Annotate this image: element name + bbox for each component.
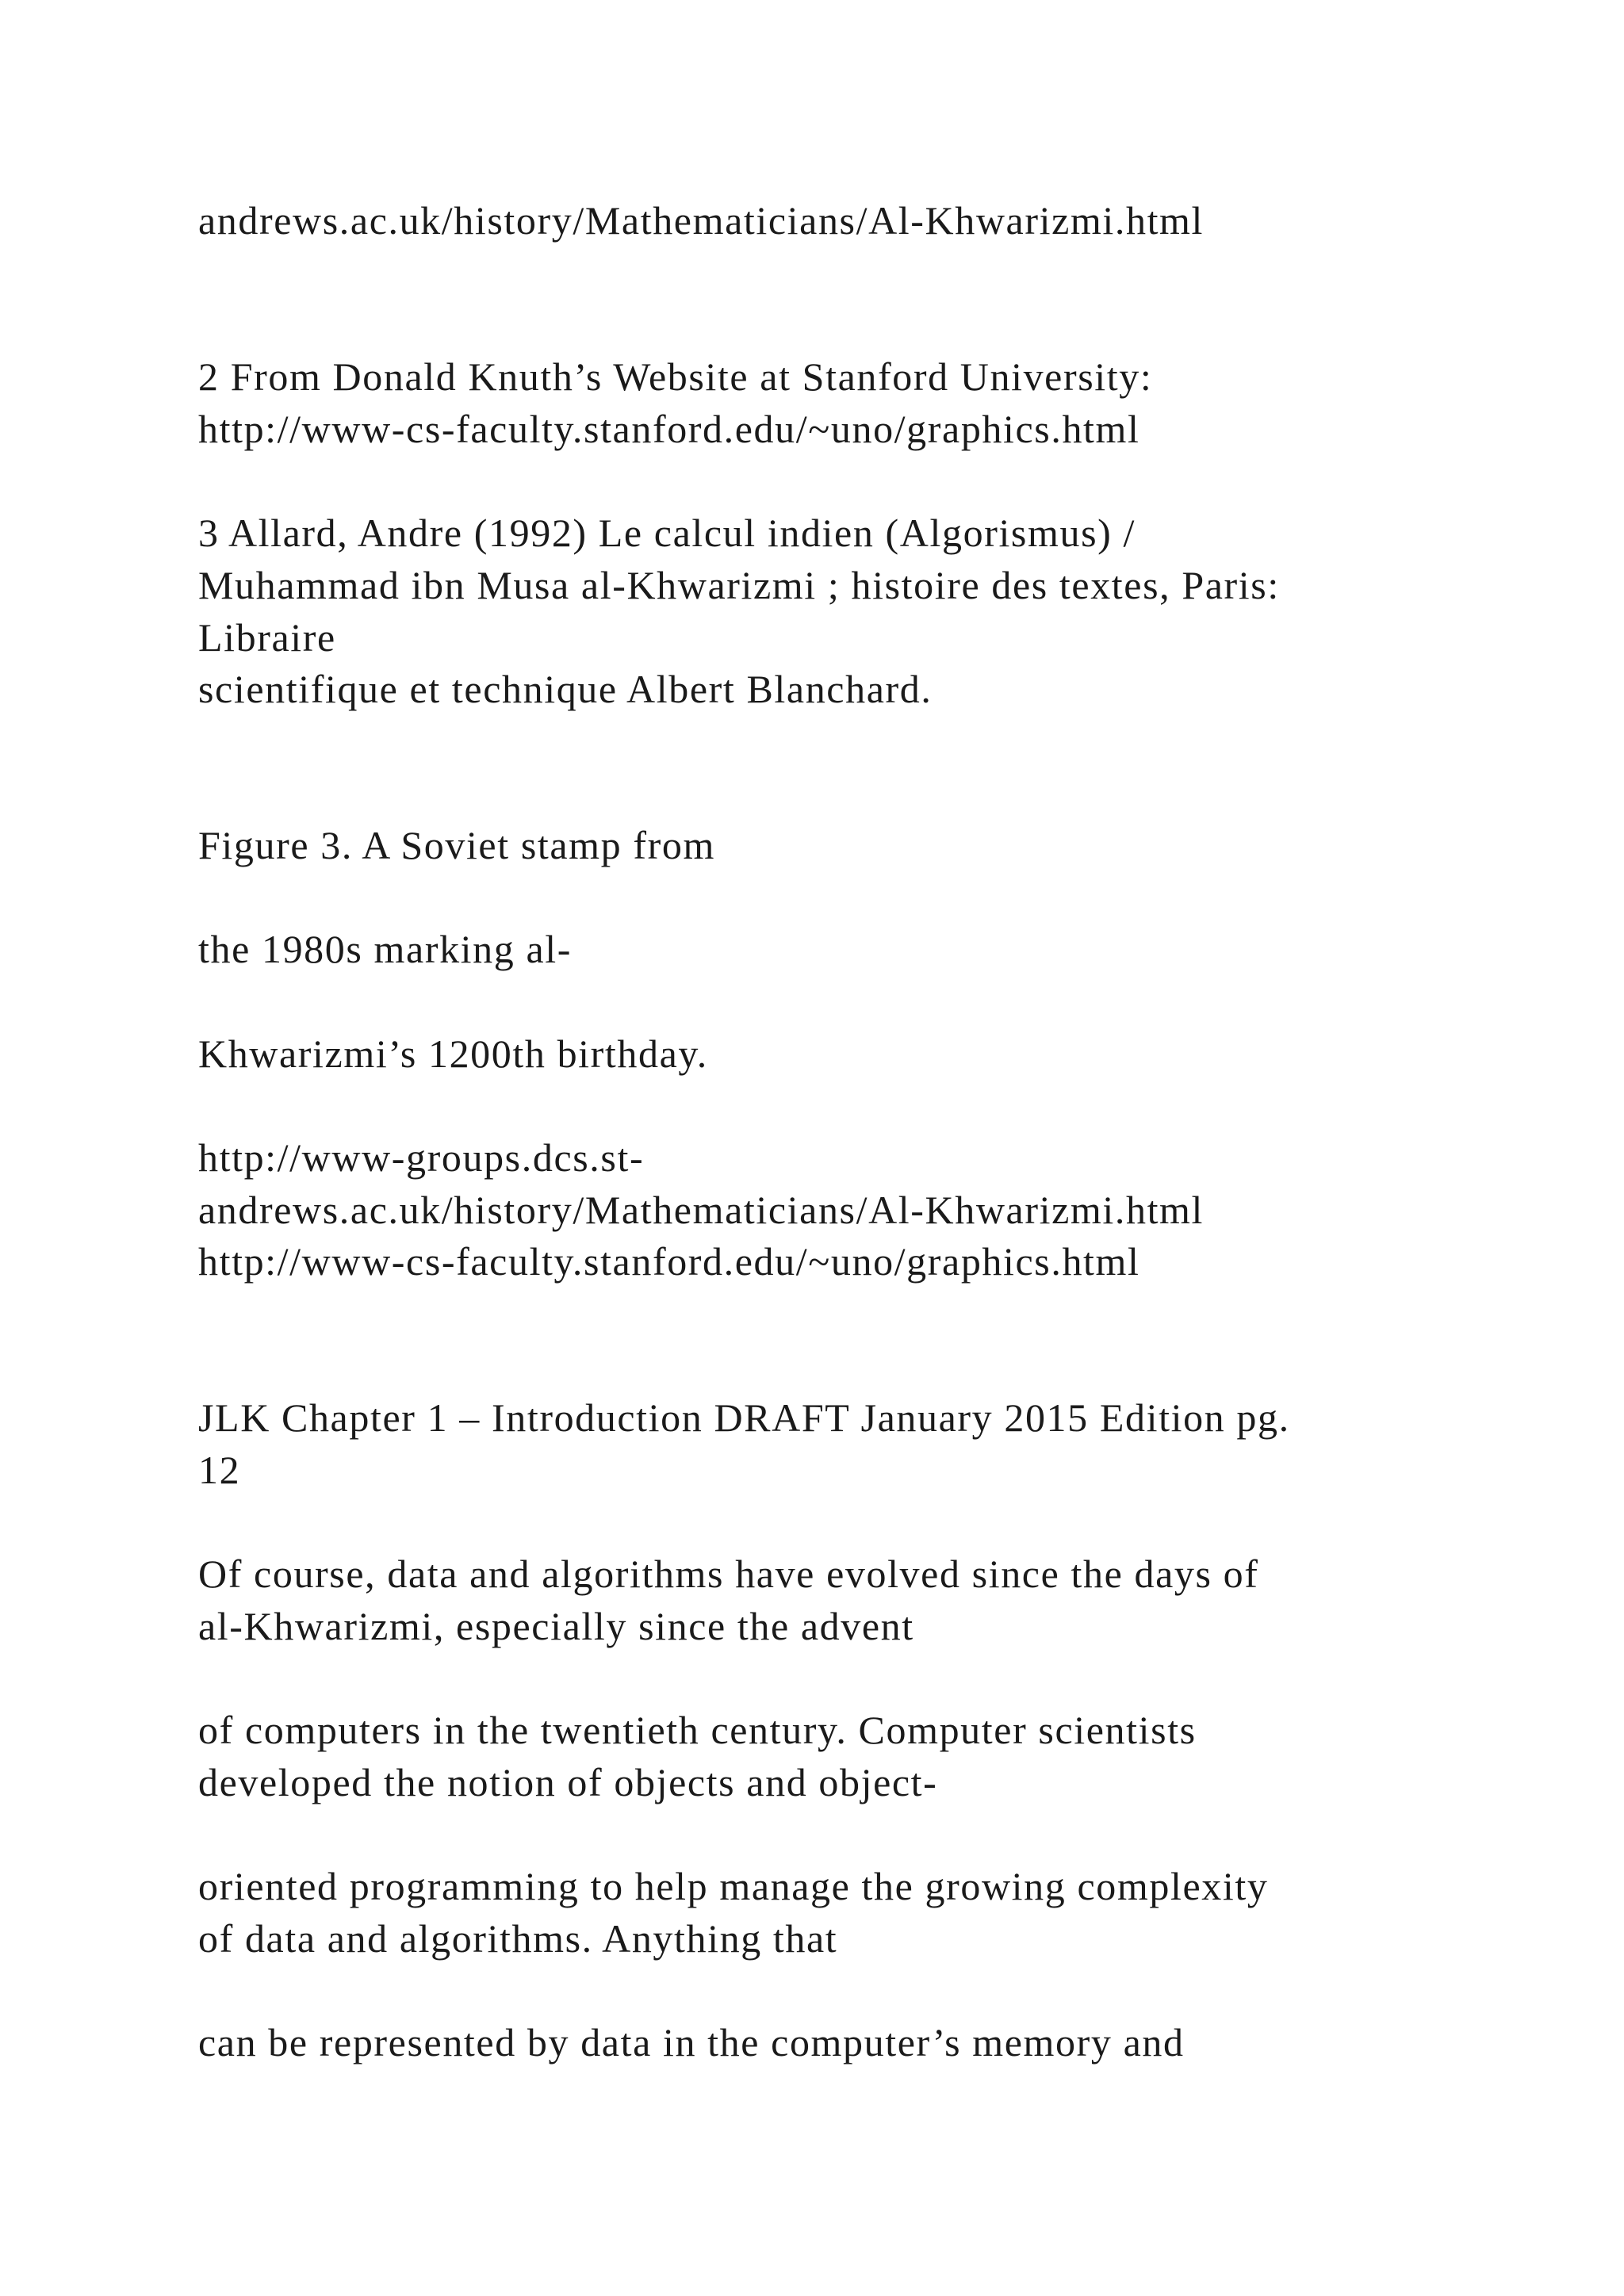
body-text-line: can be represented by data in the computer’s memory and (198, 2020, 1185, 2064)
figure-caption-line: Khwarizmi’s 1200th birthday. (198, 1031, 708, 1076)
body-text-line: al-Khwarizmi, especially since the advent (198, 1604, 914, 1648)
footnote-2-url-line: http://www-cs-faculty.stanford.edu/~uno/graphics.html (198, 407, 1140, 451)
footnote-3-line: Libraire (198, 615, 336, 660)
source-url-line: http://www-groups.dcs.st- (198, 1135, 645, 1180)
body-text-line: Of course, data and algorithms have evolved since the days of (198, 1552, 1259, 1596)
page-header-line: JLK Chapter 1 – Introduction DRAFT January 2015 Edition pg. (198, 1395, 1290, 1440)
body-text-line: developed the notion of objects and object- (198, 1760, 938, 1804)
body-text-line: oriented programming to help manage the growing complexity (198, 1864, 1269, 1908)
page-number-line: 12 (198, 1448, 241, 1492)
body-text-line: of computers in the twentieth century. Computer scientists (198, 1708, 1197, 1752)
footnote-3-line: 3 Allard, Andre (1992) Le calcul indien (Algorismus) / (198, 511, 1136, 555)
footnote-2-line: 2 From Donald Knuth’s Website at Stanford University: (198, 354, 1153, 399)
source-url-line: andrews.ac.uk/history/Mathematicians/Al-Khwarizmi.html (198, 1188, 1205, 1232)
figure-caption-line: Figure 3. A Soviet stamp from (198, 823, 715, 867)
footnote-3-line: Muhammad ibn Musa al-Khwarizmi ; histoire des textes, Paris: (198, 563, 1280, 607)
footnote-url-line: andrews.ac.uk/history/Mathematicians/Al-Khwarizmi.html (198, 198, 1205, 243)
figure-caption-line: the 1980s marking al- (198, 927, 573, 971)
source-url-line: http://www-cs-faculty.stanford.edu/~uno/graphics.html (198, 1239, 1140, 1284)
body-text-line: of data and algorithms. Anything that (198, 1916, 838, 1961)
footnote-3-line: scientifique et technique Albert Blanchard. (198, 667, 933, 711)
